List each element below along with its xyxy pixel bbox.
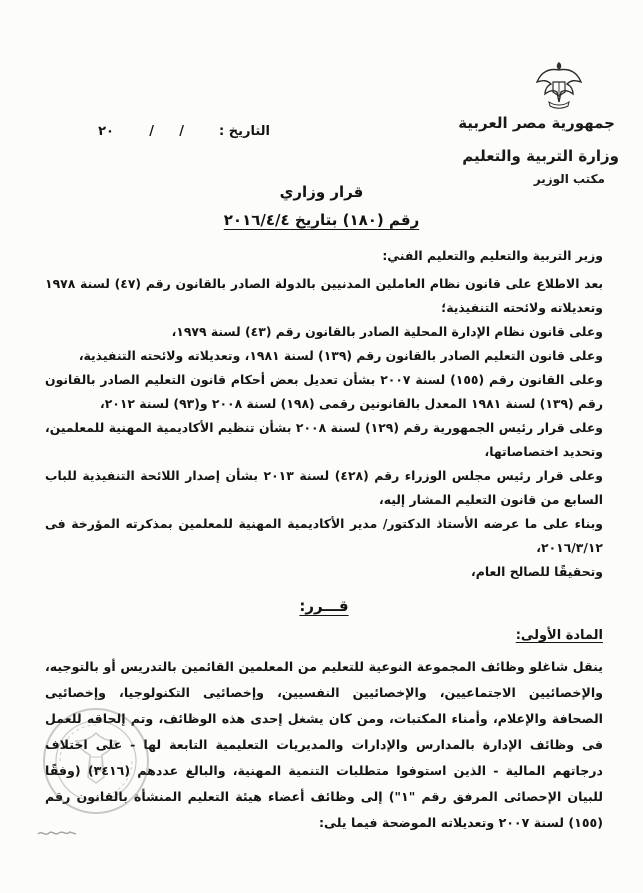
decree-number-text: رقم (١٨٠) بتاريخ ٢٠١٦/٤/٤ xyxy=(223,211,420,229)
decided-text: قـــرر: xyxy=(299,597,349,615)
article-title-text: المادة الأولى: xyxy=(515,628,603,643)
date-label: التاريخ : xyxy=(219,124,270,139)
preamble-clause: وعلى قرار رئيس الجمهورية رقم (١٢٩) لسنة ٢٠٠٨ بشأن تنظيم الأكاديمية المهنية للمعلمين، وتحديد اختصاصاتها، xyxy=(45,420,603,459)
decree-title: قرار وزاري xyxy=(279,183,364,201)
date-line xyxy=(60,124,270,144)
preamble-clause: وعلى قرار رئيس مجلس الوزراء رقم (٤٢٨) لسنة ٢٠١٣ بشأن إصدار اللائحة التنفيذية للباب السابع من قانون التعليم المشار إليه، xyxy=(45,468,603,507)
preamble-clause: وعلى قانون نظام الإدارة المحلية الصادر بالقانون رقم (٤٣) لسنة ١٩٧٩، xyxy=(171,324,603,339)
letterhead-office: مكتب الوزير xyxy=(533,172,605,186)
eagle-emblem-icon xyxy=(535,58,583,110)
date-year: ٢٠ xyxy=(98,124,114,139)
letterhead-country: جمهورية مصر العربية xyxy=(458,114,615,132)
date-separator-1: / xyxy=(179,124,184,139)
date-separator-2: / xyxy=(149,124,154,139)
decided-heading xyxy=(45,594,603,618)
preamble-clause: وعلى القانون رقم (١٥٥) لسنة ٢٠٠٧ بشأن تعديل بعض أحكام قانون التعليم الصادر بالقانون رقم (١٣٩) لسنة ١٩٨١ المعدل بالقانونين رقمى (١٩٨) لسنة ٢٠٠٨ و(٩٣) لسنة ٢٠١٢، xyxy=(45,372,603,411)
greeting: وزير التربية والتعليم والتعليم الفني: xyxy=(382,248,603,263)
handwritten-mark-icon xyxy=(36,826,78,840)
article-title xyxy=(45,624,603,648)
official-seal-icon xyxy=(40,705,152,817)
letterhead-ministry: وزارة التربية والتعليم xyxy=(462,147,619,165)
preamble-clause: وعلى قانون التعليم الصادر بالقانون رقم (١٣٩) لسنة ١٩٨١، وتعديلاته ولائحته التنفيذية، xyxy=(78,348,603,363)
article-text: ينقل شاغلو وظائف المجموعة النوعية للتعليم من المعلمين القائمين بالتدريس أو بالتوجيه، والإخصائيين الاجتماعيين، والإخصائيين النفسيين، وإخصائيى التكنولوجيا، وإخصائيى الصحافة والإعلام، وأمناء المكتبات، ومن كان يشغل إحدى هذه الوظائف، وتم إلحاقه للعمل فى وظائف الإدارة بالمدارس والإدارات والمديريات التعليمية التابعة لها - على اختلاف درجاتهم المالية - الذين استوفوا متطلبات التنمية المهنية، والبالغ عددهم (٣٤١٦) (وفقًا للبيان الإحصائى المرفق رقم "١") إلى وظائف أعضاء هيئة التعليم المنشأة بالقانون رقم (١٥٥) لسنة ٢٠٠٧ وتعديلاته الموضحة فيما يلى: xyxy=(45,659,604,830)
preamble-clause: وتحقيقًا للصالح العام، xyxy=(471,564,603,579)
preamble-clause: بعد الاطلاع على قانون نظام العاملين المدنيين بالدولة الصادر بالقانون رقم (٤٧) لسنة ١٩٧٨ وتعديلاته ولائحته التنفيذية؛ xyxy=(45,276,604,315)
preamble-clause: وبناء على ما عرضه الأستاذ الدكتور/ مدير الأكاديمية المهنية للمعلمين بمذكرته المؤرخة فى ٢٠١٦/٣/١٢، xyxy=(45,516,603,555)
decree-number xyxy=(0,211,643,229)
